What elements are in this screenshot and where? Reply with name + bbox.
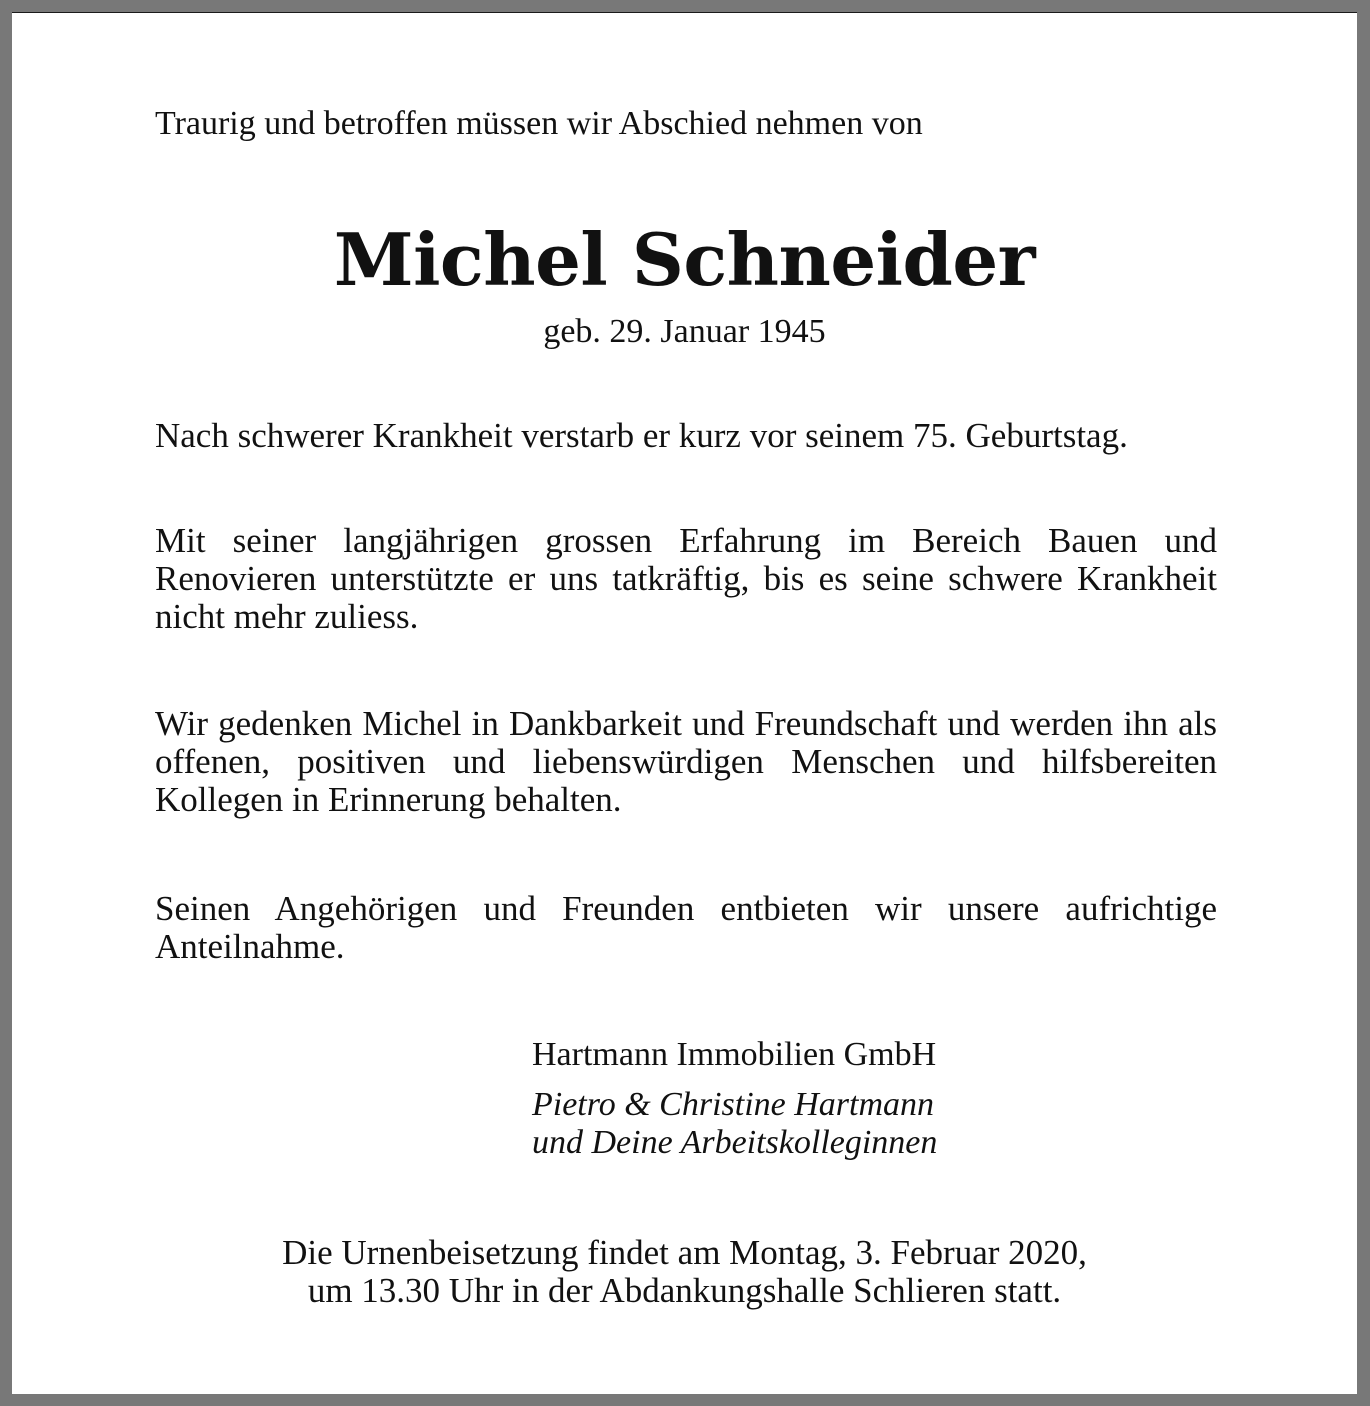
signature-line-2: und Deine Arbeitskolleginnen [532, 1124, 938, 1161]
funeral-line-2: um 13.30 Uhr in der Abdankungshalle Schlieren statt. [307, 1271, 1062, 1310]
paragraph-experience: Mit seiner langjährigen grossen Erfahrung im Bereich Bauen und Renovieren unterstützte er uns tatkräftig, bis es seine schwere Krankheit nicht mehr zuliess. [155, 521, 1217, 636]
signature-names [532, 1086, 937, 1162]
paragraph-illness: Nach schwerer Krankheit verstarb er kurz vor seinem 75. Geburtstag. [155, 416, 1128, 455]
paragraph-condolences: Seinen Angehörigen und Freunden entbieten wir unsere aufrichtige Anteilnahme. [155, 889, 1217, 966]
funeral-details [12, 1234, 1357, 1310]
birth-date: geb. 29. Januar 1945 [543, 313, 826, 350]
funeral-line-1: Die Urnenbeisetzung findet am Montag, 3. Februar 2020, [282, 1233, 1087, 1272]
signature-company: Hartmann Immobilien GmbH [532, 1036, 937, 1073]
deceased-name: Michel Schneider [333, 217, 1036, 302]
intro-line: Traurig und betroffen müssen wir Abschied nehmen von [155, 105, 923, 142]
signature-line-1: Pietro & Christine Hartmann [532, 1086, 935, 1123]
paragraph-remembrance: Wir gedenken Michel in Dankbarkeit und Freundschaft und werden ihn als offenen, positiven und liebenswürdigen Menschen und hilfsbereiten Kollegen in Erinnerung behalten. [155, 704, 1217, 819]
obituary-page [12, 12, 1357, 1394]
